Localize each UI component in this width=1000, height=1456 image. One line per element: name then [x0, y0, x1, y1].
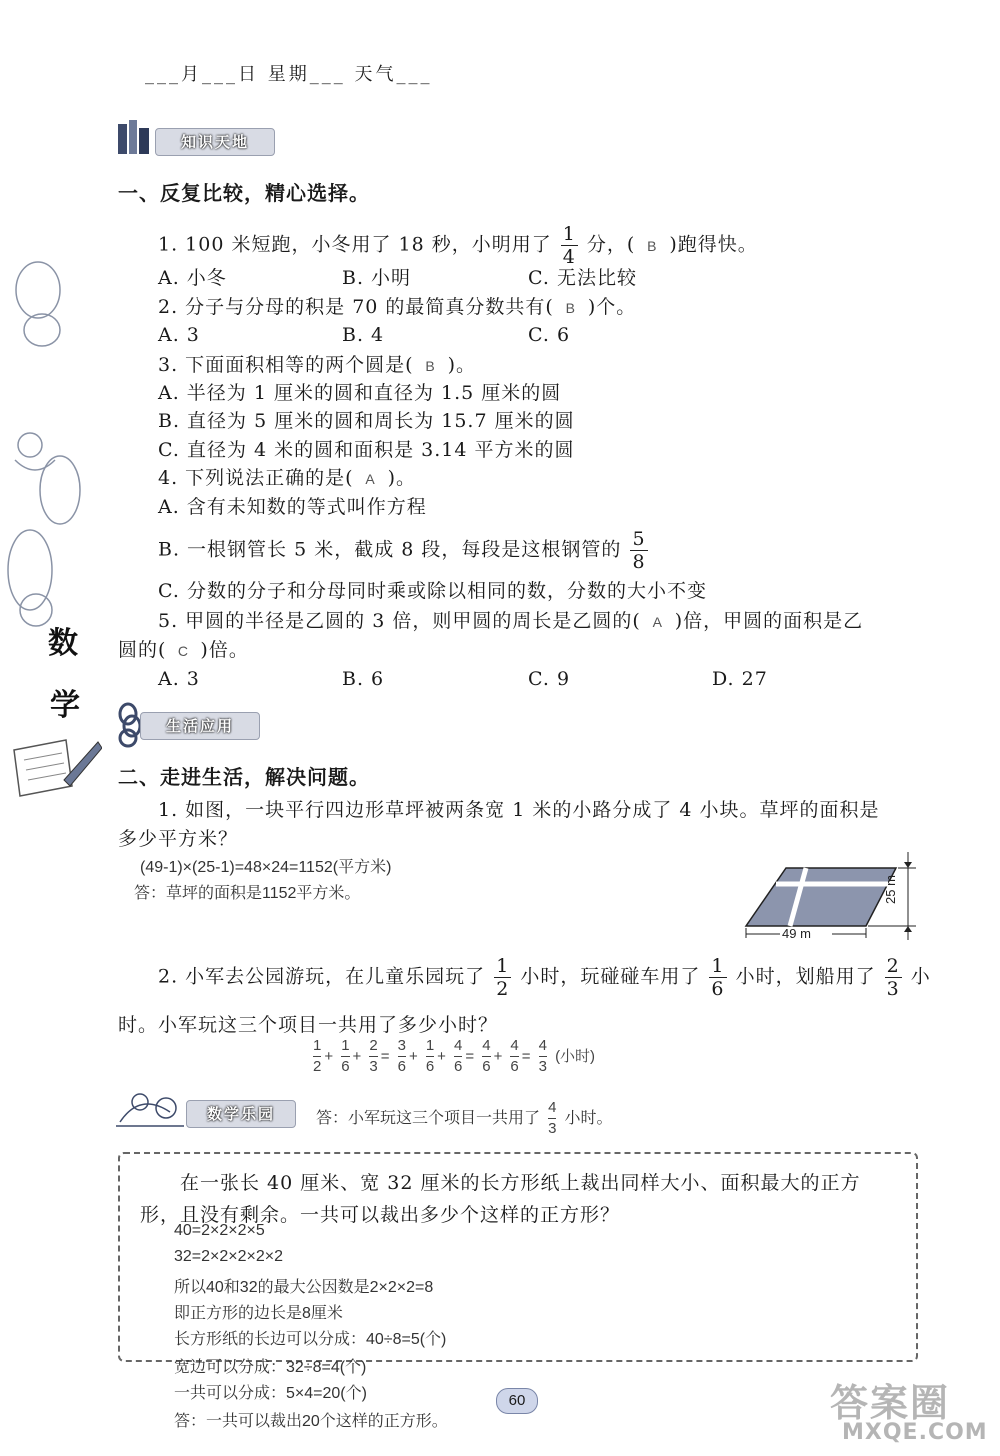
work-fraction	[454, 1036, 462, 1077]
fraction-numerator: 4	[454, 1036, 462, 1057]
question-3	[158, 352, 476, 379]
banner-life-application: 生活应用	[140, 712, 260, 740]
q5-text-mid: )倍，甲圆的面积是乙	[674, 610, 864, 632]
q4-option-b	[158, 528, 650, 573]
q5-answer-2: C	[177, 643, 189, 659]
q2-option-b: B. 4	[342, 324, 385, 346]
q4-option-c: C. 分数的分子和分母同时乘或除以相同的数，分数的大小不变	[158, 580, 707, 602]
q4-text: 4. 下列说法正确的是(	[158, 467, 354, 489]
fraction-denominator: 3	[548, 1120, 557, 1137]
work-fraction	[482, 1036, 490, 1077]
q1-option-b: B. 小明	[342, 267, 412, 289]
answer-fraction	[548, 1098, 556, 1139]
puzzle-work-2: 32=2×2×2×2×2	[174, 1248, 284, 1265]
fraction-two-thirds	[885, 955, 902, 1000]
fraction-denominator: 2	[496, 978, 510, 1000]
math-fun-illustration	[110, 1082, 190, 1130]
side-char-math-1: 数	[48, 626, 78, 661]
fraction-denominator: 3	[886, 978, 900, 1000]
s2-q2-work: $\frac{1}{2}$ + $\frac{1}{6}$ + $\frac{2}{3}$ = $\frac{3}{6}$ + $\frac{1}{6}$ + $\frac{4}{6}$ = $\frac{4}{6}$ + $\frac{4}{6}$ = $\frac{4}{3}$ (小时)	[313, 1037, 596, 1075]
fraction-half	[494, 955, 511, 1000]
s2-q2-answer	[316, 1098, 613, 1139]
fraction-denominator: 4	[562, 246, 576, 268]
puzzle-line1: 在一张长 40 厘米、宽 32 厘米的长方形纸上裁出同样大小、面积最大的正方	[180, 1172, 861, 1194]
q5-option-d: D. 27	[712, 668, 768, 690]
fraction-numerator: 4	[510, 1036, 518, 1057]
q5-text: 5. 甲圆的半径是乙圆的 3 倍，则甲圆的周长是乙圆的(	[158, 610, 641, 632]
q3-answer: B	[425, 358, 436, 374]
work-fraction	[313, 1036, 321, 1077]
q1-answer: B	[647, 237, 658, 254]
banner-math-fun: 数学乐园	[186, 1100, 296, 1128]
fraction-denominator: 6	[341, 1058, 350, 1075]
work-fraction	[539, 1036, 547, 1077]
q2-answer: B	[565, 300, 577, 316]
fraction-numerator: 1	[496, 955, 510, 977]
q1-text-post: 分，(	[586, 233, 636, 256]
fraction-numerator: 2	[369, 1036, 377, 1057]
work-fraction	[426, 1036, 434, 1077]
banner-knowledge: 知识天地	[155, 128, 275, 156]
puzzle-work-8: 答：一共可以裁出20个这样的正方形。	[174, 1413, 448, 1430]
fraction-denominator: 2	[313, 1058, 322, 1075]
fraction-denominator: 6	[454, 1058, 463, 1075]
fraction-numerator: 1	[313, 1036, 321, 1057]
question-4	[158, 465, 416, 492]
fraction-numerator: 2	[886, 955, 900, 977]
question-5	[158, 608, 863, 635]
watermark-logo: 答案圈	[830, 1381, 951, 1425]
question-5-line2	[118, 637, 249, 664]
puzzle-work-6: 宽边可以分成：32÷8=4(个)	[174, 1359, 367, 1376]
s2-q1-line1: 1. 如图，一块平行四边形草坪被两条宽 1 米的小路分成了 4 小块。草坪的面积是	[158, 799, 880, 821]
q2-text-end: )个。	[587, 296, 637, 318]
books-icon	[115, 118, 155, 156]
q5-option-b: B. 6	[342, 668, 385, 690]
pencil-paper-icon	[6, 730, 102, 800]
q3-text: 3. 下面面积相等的两个圆是(	[158, 354, 414, 376]
q3-option-c: C. 直径为 4 米的圆和面积是 3.14 平方米的圆	[158, 439, 575, 461]
s2-q1-work: (49-1)×(25-1)=48×24=1152(平方米)	[140, 859, 392, 876]
fraction-numerator: 1	[426, 1036, 434, 1057]
puzzle-work-7: 一共可以分成：5×4=20(个)	[174, 1385, 367, 1402]
puzzle-work-3: 所以40和32的最大公因数是2×2×2=8	[174, 1279, 434, 1296]
fraction-denominator: 6	[397, 1058, 406, 1075]
fraction-denominator: 3	[369, 1058, 378, 1075]
q4-answer: A	[365, 471, 376, 487]
fraction-numerator: 4	[548, 1098, 556, 1119]
fraction-numerator: 4	[482, 1036, 490, 1057]
q2-text: 2. 分子与分母的积是 70 的最简真分数共有(	[158, 296, 554, 318]
q5-option-a: A. 3	[158, 668, 200, 690]
side-char-math-2: 学	[50, 688, 80, 723]
s2-q2-answer-post: 小时。	[564, 1110, 613, 1127]
fraction-denominator: 6	[482, 1058, 491, 1075]
fraction-denominator: 6	[711, 978, 725, 1000]
fraction-numerator: 5	[632, 528, 646, 550]
work-fraction	[369, 1036, 377, 1077]
fraction-one-quarter	[561, 223, 578, 268]
q5-text-line2b: )倍。	[200, 639, 249, 661]
s2-q2-text: 2. 小军去公园游玩，在儿童乐园玩了	[158, 965, 486, 988]
q1-option-a: A. 小冬	[158, 267, 227, 289]
work-fraction	[510, 1036, 518, 1077]
q3-text-end: )。	[447, 354, 477, 376]
q4-option-b-text: B. 一根钢管长 5 米，截成 8 段，每段是这根钢管的	[158, 538, 622, 561]
s2-q2-text-post: 小	[910, 965, 931, 988]
s2-q1-line2: 多少平方米？	[118, 828, 239, 850]
fraction-denominator: 6	[425, 1058, 435, 1075]
s2-q2-line1	[158, 955, 931, 1000]
puzzle-work-4: 即正方形的边长是8厘米	[174, 1305, 343, 1322]
s2-q1-answer: 答：草坪的面积是1152平方米。	[134, 885, 361, 902]
watermark-url: MXQE.COM	[842, 1420, 988, 1445]
question-2	[158, 294, 636, 321]
fraction-denominator: 6	[510, 1058, 519, 1075]
fraction-numerator: 4	[539, 1036, 547, 1057]
q2-option-c: C. 6	[528, 324, 571, 346]
date-weather-line: ___月___日 星期___ 天气___	[145, 64, 433, 85]
height-label: 25 m	[883, 875, 898, 904]
section2-title: 二、走进生活，解决问题。	[118, 765, 370, 789]
q5-option-c: C. 9	[528, 668, 571, 690]
work-unit: (小时)	[555, 1048, 596, 1065]
fraction-denominator: 3	[538, 1058, 547, 1075]
question-1	[158, 223, 758, 268]
page-number: 60	[496, 1388, 538, 1414]
puzzle-work-1: 40=2×2×2×5	[174, 1222, 265, 1239]
fraction-sixth	[709, 955, 726, 1000]
s2-q2-text-mid2: 小时，划船用了	[735, 965, 876, 988]
q2-option-a: A. 3	[158, 324, 200, 346]
puzzle-work-5: 长方形纸的长边可以分成：40÷8=5(个)	[174, 1331, 447, 1348]
fraction-numerator: 3	[398, 1036, 406, 1057]
s2-q2-text-mid1: 小时，玩碰碰车用了	[520, 965, 701, 988]
section1-title: 一、反复比较，精心选择。	[118, 181, 370, 205]
q3-option-b: B. 直径为 5 厘米的圆和周长为 15.7 厘米的圆	[158, 410, 575, 432]
q4-text-end: )。	[387, 467, 417, 489]
q1-text: 1. 100 米短跑，小冬用了 18 秒，小明用了	[158, 233, 552, 256]
fraction-numerator: 1	[562, 223, 576, 245]
q4-option-a: A. 含有未知数的等式叫作方程	[158, 496, 427, 518]
q5-text-line2a: 圆的(	[118, 639, 167, 661]
work-fraction	[341, 1036, 349, 1077]
s2-q2-answer-text: 答：小军玩这三个项目一共用了	[316, 1110, 541, 1127]
q1-option-c: C. 无法比较	[528, 267, 637, 289]
fraction-five-eighths	[630, 528, 647, 573]
puzzle-line2: 形，且没有剩余。一共可以裁出多少个这样的正方形？	[140, 1204, 621, 1226]
fraction-numerator: 1	[711, 955, 725, 977]
fraction-numerator: 1	[341, 1036, 349, 1057]
work-fraction	[398, 1036, 406, 1077]
s2-q2-line2: 时。小军玩这三个项目一共用了多少小时？	[118, 1014, 499, 1036]
fraction-denominator: 8	[632, 551, 646, 573]
q3-option-a: A. 半径为 1 厘米的圆和直径为 1.5 厘米的圆	[158, 382, 562, 404]
q1-text-end: )跑得快。	[669, 233, 758, 256]
base-label: 49 m	[782, 926, 811, 941]
q5-answer-1: A	[652, 614, 663, 630]
